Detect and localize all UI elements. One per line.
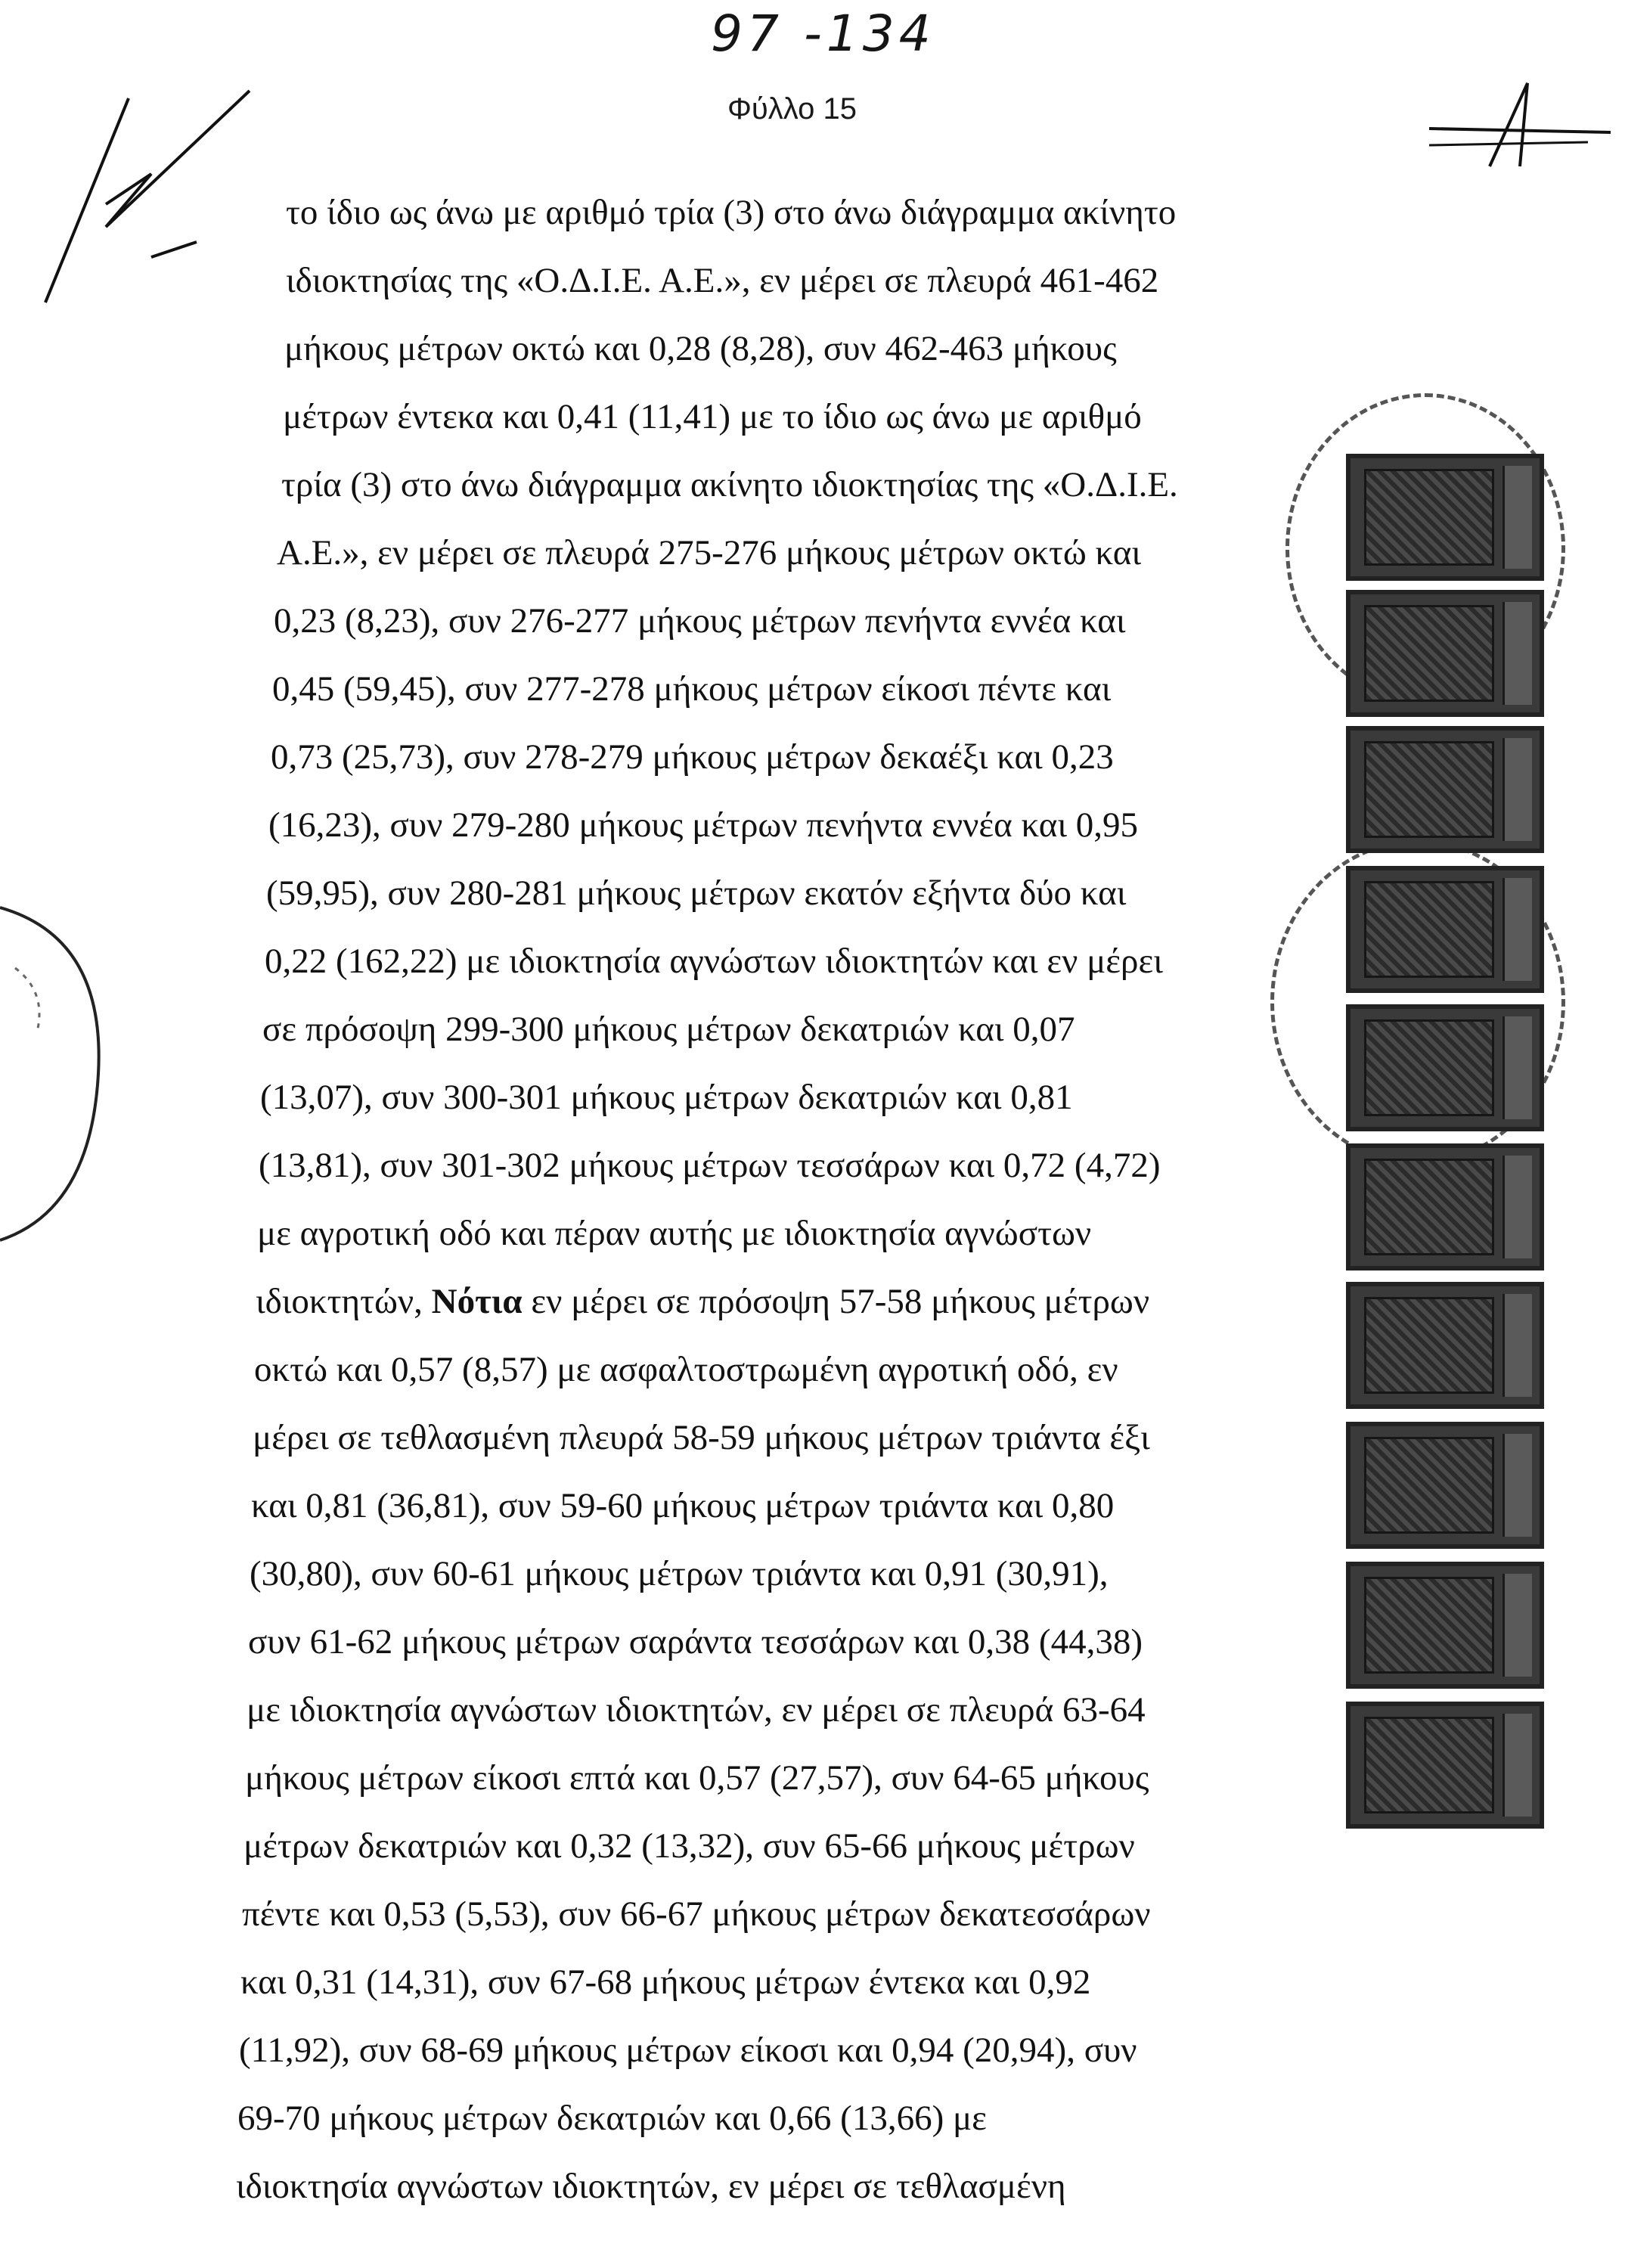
body-line: (59,95), συν 280-281 μήκους μέτρων εκατόν εξήντα δύο και (266, 873, 1127, 913)
sheet-label: Φύλλο 15 (727, 92, 857, 126)
body-line: 69-70 μήκους μέτρων δεκατριών και 0,66 (13,66) με (237, 2099, 987, 2138)
body-line: μέρει σε τεθλασμένη πλευρά 58-59 μήκους μέτρων τριάντα έξι (253, 1418, 1150, 1457)
body-line: οκτώ και 0,57 (8,57) με ασφαλτοστρωμένη αγροτική οδό, εν (254, 1350, 1118, 1389)
revenue-stamp (1346, 590, 1544, 717)
body-line: Α.Ε.», εν μέρει σε πλευρά 275-276 μήκους μέτρων οκτώ και (277, 533, 1142, 572)
left-margin-seal (0, 877, 113, 1271)
revenue-stamp (1346, 1282, 1544, 1409)
body-line: 0,23 (8,23), συν 276-277 μήκους μέτρων πενήντα εννέα και (274, 601, 1126, 641)
body-line: πέντε και 0,53 (5,53), συν 66-67 μήκους μέτρων δεκατεσσάρων (242, 1894, 1151, 1934)
body-line: συν 61-62 μήκους μέτρων σαράντα τεσσάρων και 0,38 (44,38) (248, 1622, 1143, 1661)
left-signature (15, 83, 265, 310)
revenue-stamp (1346, 726, 1544, 853)
revenue-stamp (1346, 1562, 1544, 1689)
right-signature (1422, 76, 1618, 182)
revenue-stamp (1346, 1702, 1544, 1829)
body-line (256, 1284, 1149, 1320)
body-line: 0,22 (162,22) με ιδιοκτησία αγνώστων ιδιοκτητών και εν μέρει (265, 942, 1163, 981)
revenue-stamp (1346, 1004, 1544, 1131)
body-line: 0,45 (59,45), συν 277-278 μήκους μέτρων είκοσι πέντε και (272, 669, 1112, 709)
body-line: με αγροτική οδό και πέραν αυτής με ιδιοκτησία αγνώστων (257, 1214, 1092, 1253)
body-line: (13,81), συν 301-302 μήκους μέτρων τεσσάρων και 0,72 (4,72) (259, 1146, 1161, 1185)
body-line: (13,07), συν 300-301 μήκους μέτρων δεκατριών και 0,81 (260, 1078, 1073, 1117)
body-line: και 0,31 (14,31), συν 67-68 μήκους μέτρων έντεκα και 0,92 (240, 1962, 1091, 2002)
body-line: ιδιοκτησία αγνώστων ιδιοκτητών, εν μέρει σε τεθλασμένη (236, 2167, 1066, 2206)
body-line: (16,23), συν 279-280 μήκους μέτρων πενήντα εννέα και 0,95 (268, 805, 1139, 845)
body-line: τρία (3) στο άνω διάγραμμα ακίνητο ιδιοκτησίας της «Ο.Δ.Ι.Ε. (281, 465, 1178, 504)
body-line: μέτρων έντεκα και 0,41 (11,41) με το ίδιο ως άνω με αριθμό (283, 397, 1142, 436)
body-line: σε πρόσοψη 299-300 μήκους μέτρων δεκατριών και 0,07 (262, 1010, 1075, 1049)
body-line: και 0,81 (36,81), συν 59-60 μήκους μέτρων τριάντα και 0,80 (251, 1486, 1115, 1525)
bold-direction-word: Νότια (431, 1282, 523, 1321)
body-line: μήκους μέτρων οκτώ και 0,28 (8,28), συν 462-463 μήκους (284, 329, 1117, 368)
handwritten-number: 97 -134 (711, 5, 935, 63)
body-line-start: ιδιοκτητών, (256, 1282, 423, 1321)
body-line: ιδιοκτησίας της «Ο.Δ.Ι.Ε. Α.Ε.», εν μέρει σε πλευρά 461-462 (286, 261, 1159, 300)
revenue-stamp (1346, 454, 1544, 581)
body-line: με ιδιοκτησία αγνώστων ιδιοκτητών, εν μέρει σε πλευρά 63-64 (247, 1690, 1146, 1730)
body-line: (11,92), συν 68-69 μήκους μέτρων είκοσι και 0,94 (20,94), συν (239, 2031, 1137, 2070)
body-line: μήκους μέτρων είκοσι επτά και 0,57 (27,57), συν 64-65 μήκους (245, 1758, 1149, 1798)
revenue-stamp (1346, 1422, 1544, 1549)
revenue-stamp (1346, 1143, 1544, 1271)
body-line: το ίδιο ως άνω με αριθμό τρία (3) στο άνω διάγραμμα ακίνητο (286, 193, 1177, 232)
body-line: (30,80), συν 60-61 μήκους μέτρων τριάντα και 0,91 (30,91), (250, 1554, 1109, 1593)
body-line: μέτρων δεκατριών και 0,32 (13,32), συν 65-66 μήκους μέτρων (243, 1826, 1135, 1866)
body-line-rest: εν μέρει σε πρόσοψη 57-58 μήκους μέτρων (531, 1282, 1150, 1321)
body-line: 0,73 (25,73), συν 278-279 μήκους μέτρων δεκαέξι και 0,23 (271, 737, 1114, 777)
revenue-stamp (1346, 866, 1544, 993)
